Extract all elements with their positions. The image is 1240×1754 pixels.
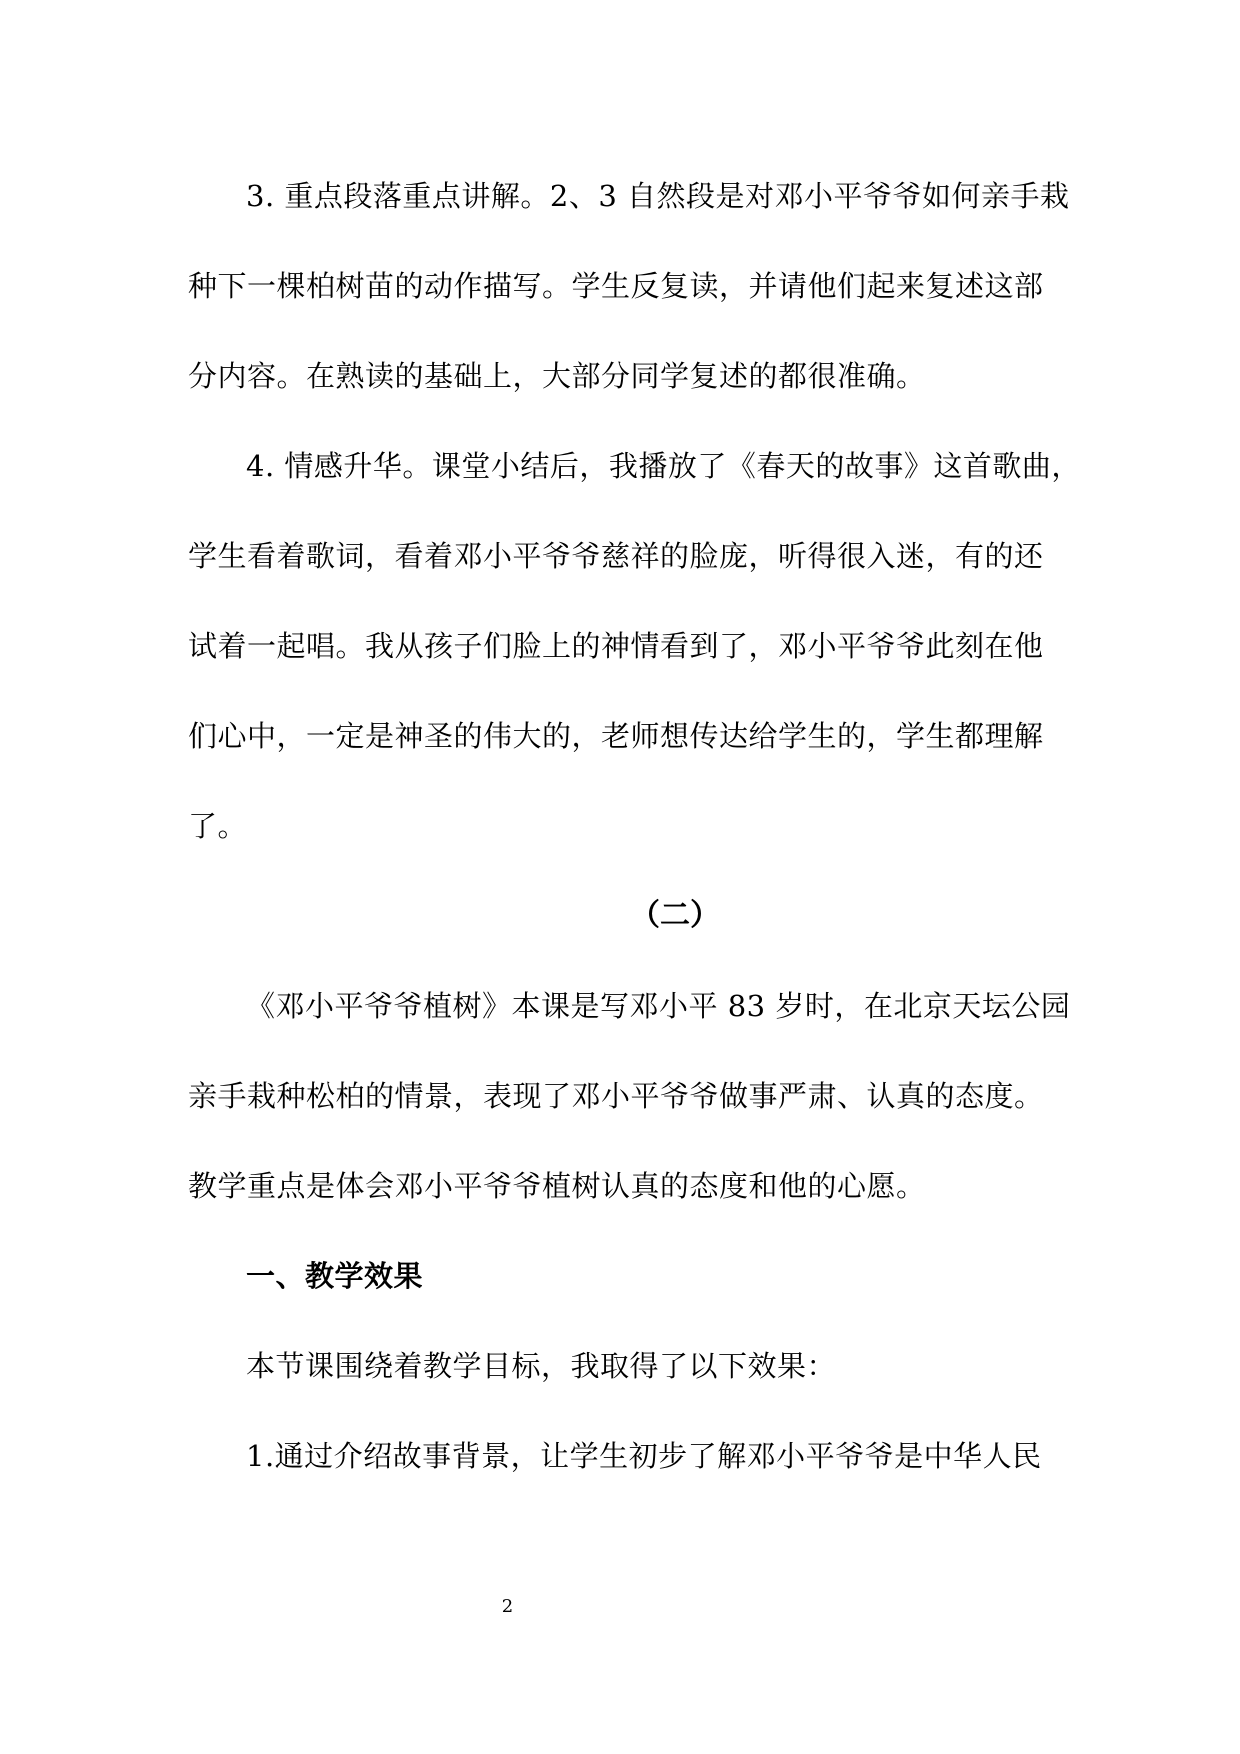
section-title: （二） — [630, 898, 720, 933]
paragraph-line: 学生看着歌词，看着邓小平爷爷慈祥的脸庞，听得很入迷，有的还 — [188, 539, 1044, 573]
paragraph-line: 了。 — [188, 809, 248, 843]
paragraph-line: 亲手栽种松柏的情景，表现了邓小平爷爷做事严肃、认真的态度。 — [188, 1079, 1044, 1113]
paragraph-line: 《邓小平爷爷植树》本课是写邓小平 83 岁时，在北京天坛公园 — [246, 989, 1071, 1023]
paragraph-line: 种下一棵柏树苗的动作描写。学生反复读，并请他们起来复述这部 — [188, 269, 1044, 303]
paragraph-line: 1.通过介绍故事背景，让学生初步了解邓小平爷爷是中华人民 — [246, 1439, 1042, 1473]
paragraph-line: 4. 情感升华。课堂小结后，我播放了《春天的故事》这首歌曲， — [246, 449, 1081, 483]
page-number: 2 — [501, 1596, 514, 1617]
section-heading: 一、教学效果 — [246, 1259, 424, 1293]
paragraph-line: 们心中，一定是神圣的伟大的，老师想传达给学生的，学生都理解 — [188, 719, 1044, 753]
paragraph-line: 本节课围绕着教学目标，我取得了以下效果： — [246, 1349, 837, 1383]
paragraph-line: 分内容。在熟读的基础上，大部分同学复述的都很准确。 — [188, 359, 926, 393]
paragraph-line: 教学重点是体会邓小平爷爷植树认真的态度和他的心愿。 — [188, 1169, 926, 1203]
paragraph-line: 试着一起唱。我从孩子们脸上的神情看到了，邓小平爷爷此刻在他 — [188, 629, 1044, 663]
paragraph-line: 3. 重点段落重点讲解。2、3 自然段是对邓小平爷爷如何亲手栽 — [246, 179, 1070, 213]
